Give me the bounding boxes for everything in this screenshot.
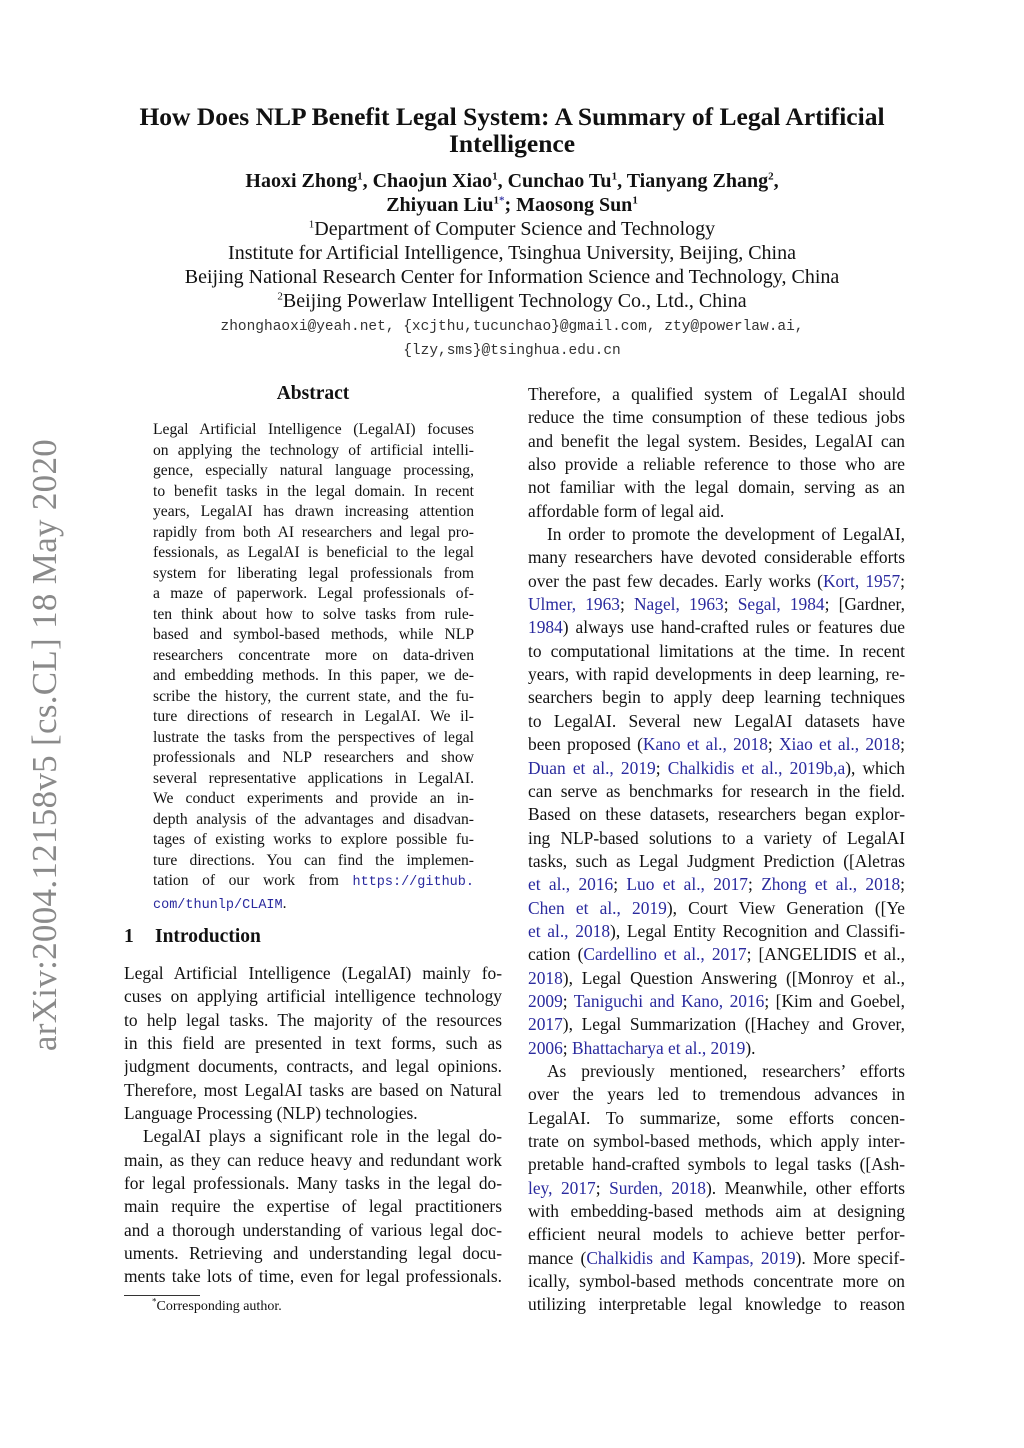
text-line: uments. Retrieving and understanding legal docu- xyxy=(124,1243,502,1264)
abstract-line: tation of our work from https://github. xyxy=(153,872,474,890)
affiliations xyxy=(0,217,1024,313)
text-line: and benefit the legal system. Besides, LegalAI can xyxy=(528,430,905,451)
author: Haoxi Zhong$^1$ xyxy=(245,170,363,192)
section-title: Introduction xyxy=(155,926,261,947)
text-line: As previously mentioned, researchers’ efforts xyxy=(547,1060,905,1081)
url-link[interactable]: https://github. xyxy=(352,875,474,890)
text-line: to LegalAI. Several new LegalAI datasets have xyxy=(528,710,905,731)
title-line: Intelligence xyxy=(448,129,576,158)
text-line: over the years led to tremendous advances in xyxy=(528,1084,905,1105)
citation-link[interactable]: Kano et al., 2018 xyxy=(642,734,768,755)
citation-link[interactable]: et al., 2016 xyxy=(528,874,614,895)
text-line: Chen et al., 2019), Court View Generation ([Ye xyxy=(528,897,905,918)
text-line: LegalAI plays a significant role in the legal do- xyxy=(143,1126,502,1147)
citation-link[interactable]: Bhattacharya et al., 2019 xyxy=(571,1037,746,1058)
url-link[interactable]: com/thunlp/CLAIM xyxy=(153,897,283,913)
citation-link[interactable]: Chen et al., 2019 xyxy=(528,897,667,918)
author: Chaojun Xiao$^1$ xyxy=(372,170,498,192)
text-line: pretable hand-crafted symbols to legal tasks ([Ash- xyxy=(528,1154,905,1175)
text-line: many researchers have devoted considerable efforts xyxy=(528,547,905,568)
author-line xyxy=(0,193,1024,217)
text-line: not familiar with the legal domain, serving as an xyxy=(528,477,905,498)
citation-link[interactable]: 2006 xyxy=(528,1037,563,1058)
email-line: zhonghaoxi@yeah.net, {xcjthu,tucunchao}@gmail.com, zty@powerlaw.ai, xyxy=(220,319,804,335)
abstract-body xyxy=(153,420,474,916)
citation-link[interactable]: ley, 2017 xyxy=(528,1177,596,1198)
affiliation: Institute for Artificial Intelligence, Tsinghua University, Beijing, China xyxy=(228,242,796,264)
text-line: ments take lots of time, even for legal professionals. xyxy=(124,1266,502,1287)
text-line: to help legal tasks. The majority of the resources xyxy=(124,1009,502,1030)
text-line: and a thorough understanding of various legal doc- xyxy=(124,1219,502,1240)
text-line: Therefore, a qualified system of LegalAI should xyxy=(528,384,905,404)
text-line: ing NLP-based solutions to a variety of LegalAI xyxy=(528,827,905,848)
citation-link[interactable]: Chalkidis and Kampas, 2019 xyxy=(586,1247,796,1268)
text-line: cuses on applying artificial intelligence technology xyxy=(124,986,502,1007)
abstract-line: tages of existing works to explore possible fu- xyxy=(153,831,474,848)
abstract-line: on applying the technology of artificial intelli- xyxy=(153,441,474,459)
text-line: Language Processing (NLP) technologies. xyxy=(124,1103,418,1124)
text-line: Based on these datasets, researchers began explor- xyxy=(528,804,905,825)
text-line: efficient neural models to achieve better perfor- xyxy=(528,1224,905,1245)
footnote-link[interactable]: * xyxy=(498,194,505,207)
abstract-line: fessionals, as LegalAI is beneficial to the legal xyxy=(153,544,474,561)
abstract-line: Legal Artificial Intelligence (LegalAI) focuses xyxy=(153,421,474,438)
text-line: main, as they can reduce heavy and redundant work xyxy=(124,1149,502,1170)
abstract-line: to benefit tasks in the legal domain. In recent xyxy=(153,482,474,500)
author-list xyxy=(0,169,1024,217)
abstract-line: years, LegalAI has drawn increasing attention xyxy=(153,503,474,520)
left-column-body xyxy=(124,962,502,1289)
abstract-line: researchers concentrate more on data-driven xyxy=(153,646,474,664)
citation-link[interactable]: 2009 xyxy=(528,990,563,1011)
text-line: et al., 2016; Luo et al., 2017; Zhong et al., 2018; xyxy=(528,874,905,895)
abstract-line: rapidly from both AI researchers and legal pro- xyxy=(153,523,474,541)
text-line: also provide a reliable reference to those who are xyxy=(528,454,905,475)
abstract-line: lustrate the tasks from the perspectives of legal xyxy=(153,728,474,746)
title-line: How Does NLP Benefit Legal System: A Summary of Legal Artificial xyxy=(139,102,885,131)
text-line: tasks, such as Legal Judgment Prediction ([Aletras xyxy=(528,850,905,871)
affiliation: Beijing National Research Center for Information Science and Technology, China xyxy=(184,266,840,288)
citation-link[interactable]: Kort, 1957 xyxy=(822,570,901,591)
citation-link[interactable]: Taniguchi and Kano, 2016 xyxy=(573,990,765,1011)
text-line: can serve as benchmarks for research in the field. xyxy=(528,780,905,801)
author-line: Haoxi Zhong$^1$, Chaojun Xiao$^1$, Cunchao Tu$^1$, Tianyang Zhang$^2$, xyxy=(245,170,779,192)
abstract-line: We conduct experiments and provide an in- xyxy=(153,790,474,807)
author: Maosong Sun$^1$ xyxy=(516,194,638,216)
text-line: reduce the time consumption of these tedious jobs xyxy=(528,407,905,428)
abstract-heading: Abstract xyxy=(276,383,350,404)
text-line: for legal professionals. Many tasks in the legal do- xyxy=(124,1173,502,1194)
citation-link[interactable]: Xiao et al., 2018 xyxy=(779,734,901,755)
citation-link[interactable]: Zhong et al., 2018 xyxy=(761,874,901,895)
text-line: utilizing interpretable legal knowledge to reason xyxy=(528,1294,905,1315)
section-number: 1 xyxy=(124,926,134,947)
text-line: ley, 2017; Surden, 2018). Meanwhile, other efforts xyxy=(528,1177,905,1198)
text-line: Therefore, most LegalAI tasks are based on Natural xyxy=(124,1079,502,1100)
abstract-line: ten think about how to solve tasks from rule- xyxy=(153,605,474,623)
author: Cunchao Tu$^1$ xyxy=(507,170,618,192)
citation-link[interactable]: Luo et al., 2017 xyxy=(626,874,749,895)
citation-link[interactable]: 2018 xyxy=(528,967,563,988)
footnote-rule xyxy=(124,1295,200,1296)
citation-link[interactable]: Surden, 2018 xyxy=(609,1177,706,1198)
text-line: judgment documents, contracts, and legal opinions. xyxy=(124,1056,502,1077)
text-line: 1984) always use hand-crafted rules or features due xyxy=(528,617,905,638)
abstract-line: gence, especially natural language processing, xyxy=(153,462,474,479)
author: Tianyang Zhang$^2$ xyxy=(626,170,774,192)
arxiv-stamp: arXiv:2004.12158v5 [cs.CL] 18 May 2020 xyxy=(25,438,64,1052)
text-line: 2009; Taniguchi and Kano, 2016; [Kim and Goebel, xyxy=(528,990,905,1011)
text-line: LegalAI. To summarize, some efforts concen- xyxy=(528,1107,905,1128)
affiliation: $^1$Department of Computer Science and Technology xyxy=(308,218,716,240)
citation-link[interactable]: Segal, 1984 xyxy=(737,594,825,615)
footnote: *Corresponding author. xyxy=(152,1296,282,1314)
affiliation: $^2$Beijing Powerlaw Intelligent Technology Co., Ltd., China xyxy=(277,290,747,312)
text-line: affordable form of legal aid. xyxy=(528,500,725,521)
text-line: 2017), Legal Summarization ([Hachey and Grover, xyxy=(528,1014,905,1035)
text-line: trate on symbol-based methods, which apply inter- xyxy=(528,1131,905,1151)
emails xyxy=(0,315,1024,363)
abstract-line: depth analysis of the advantages and disadvan- xyxy=(153,810,474,828)
abstract-line: scribe the history, the current state, and the fu- xyxy=(153,687,474,705)
citation-link[interactable]: Cardellino et al., 2017 xyxy=(583,944,747,965)
section-heading xyxy=(124,926,261,948)
text-line: 2006; Bhattacharya et al., 2019). xyxy=(528,1037,756,1058)
abstract-line: based and symbol-based methods, while NLP xyxy=(153,626,474,643)
text-line: Ulmer, 1963; Nagel, 1963; Segal, 1984; [Gardner, xyxy=(528,594,905,615)
text-line: years, with rapid developments in deep learning, re- xyxy=(528,664,905,685)
paper-title xyxy=(0,103,1024,157)
text-line: mance (Chalkidis and Kampas, 2019). More specif- xyxy=(528,1247,905,1268)
citation-link[interactable]: 1984 xyxy=(528,617,563,638)
text-line: et al., 2018), Legal Entity Recognition and Classifi- xyxy=(528,920,905,941)
abstract-line: a maze of paperwork. Legal professionals of- xyxy=(153,585,474,602)
abstract-line: professionals and NLP researchers and show xyxy=(153,749,474,766)
text-line: in this field are presented in text forms, such as xyxy=(124,1033,502,1054)
text-line: to computational limitations at the time. In recent xyxy=(528,640,905,661)
text-line: over the past few decades. Early works (Kort, 1957; xyxy=(528,570,905,591)
abstract-line: system for liberating legal professionals from xyxy=(153,564,474,582)
text-line: searchers begin to apply deep learning techniques xyxy=(528,687,905,708)
citation-link[interactable]: 2017 xyxy=(528,1014,563,1035)
citation-link[interactable]: Nagel, 1963 xyxy=(633,594,724,615)
text-line: Legal Artificial Intelligence (LegalAI) mainly fo- xyxy=(124,963,502,983)
right-column-body xyxy=(528,383,905,1317)
text-line: Duan et al., 2019; Chalkidis et al., 2019b,a), which xyxy=(528,757,905,778)
text-line: ically, symbol-based methods concentrate more on xyxy=(528,1271,905,1292)
text-line: been proposed (Kano et al., 2018; Xiao et al., 2018; xyxy=(528,734,905,755)
abstract-line: several representative applications in LegalAI. xyxy=(153,769,474,787)
text-line: In order to promote the development of LegalAI, xyxy=(547,524,905,545)
author: Zhiyuan Liu$^{1*}$; xyxy=(386,194,512,216)
citation-link[interactable]: Ulmer, 1963 xyxy=(528,594,620,615)
abstract-line: ture directions. You can find the implemen- xyxy=(153,851,474,869)
text-line: 2018), Legal Question Answering ([Monroy et al., xyxy=(528,967,905,988)
citation-link[interactable]: Duan et al., 2019 xyxy=(528,757,656,778)
abstract-line: and embedding methods. In this paper, we de- xyxy=(153,667,474,684)
citation-link[interactable]: et al., 2018 xyxy=(528,920,611,941)
abstract-line: com/thunlp/CLAIM. xyxy=(153,894,287,913)
text-line: cation (Cardellino et al., 2017; [ANGELIDIS et al., xyxy=(528,944,905,965)
text-line: main require the expertise of legal practitioners xyxy=(124,1196,502,1217)
text-line: with embedding-based methods aim at designing xyxy=(528,1201,905,1222)
abstract-line: ture directions of research in LegalAI. We il- xyxy=(153,708,474,725)
email-line: {lzy,sms}@tsinghua.edu.cn xyxy=(403,343,621,359)
citation-link[interactable]: Chalkidis et al., 2019b,a xyxy=(667,757,846,778)
